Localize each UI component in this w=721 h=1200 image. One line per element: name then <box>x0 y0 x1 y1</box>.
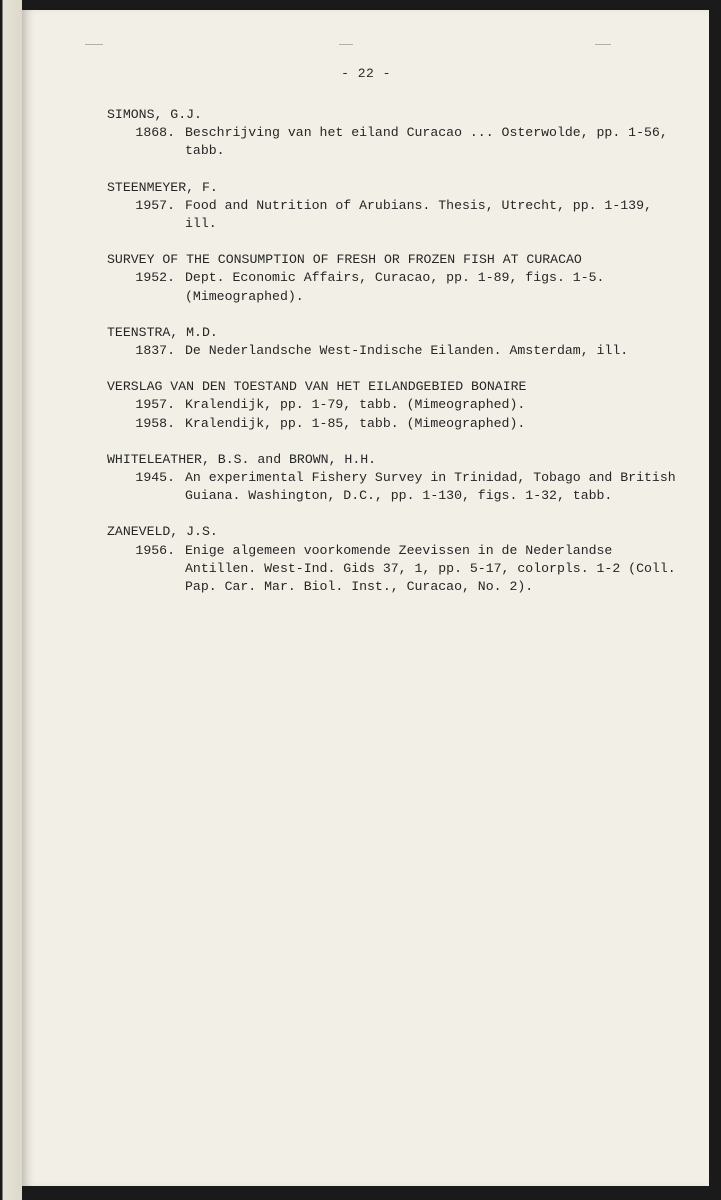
entry-text: Kralendijk, pp. 1-85, tabb. (Mimeographed). <box>185 415 526 431</box>
entry-year: 1868. <box>135 125 175 141</box>
bibliography-list <box>107 106 687 614</box>
entry-author: SURVEY OF THE CONSUMPTION OF FRESH OR FROZEN FISH AT CURACAO <box>107 252 582 268</box>
entry-author: ZANEVELD, J.S. <box>107 524 218 540</box>
entry-reference <box>107 342 687 360</box>
entry-text: An experimental Fishery Survey in Trinidad, Tobago and British Guiana. Washington, D.C., pp. 1-130, figs. 1-32, tabb. <box>185 470 676 504</box>
entry-year: 1837. <box>135 343 175 359</box>
entry-year: 1957. <box>135 197 175 213</box>
bibliography-entry <box>107 106 687 161</box>
entry-text: Dept. Economic Affairs, Curacao, pp. 1-89, figs. 1-5. (Mimeographed). <box>185 270 605 304</box>
entry-text: Beschrijving van het eiland Curacao ... Osterwolde, pp. 1-56, tabb. <box>185 125 668 159</box>
entry-reference <box>107 469 687 505</box>
entry-year: 1952. <box>135 270 175 286</box>
entry-text: Enige algemeen voorkomende Zeevissen in de Nederlandse Antillen. West-Ind. Gids 37, 1, pp. 5-17, colorpls. 1-2 (Coll. Pap. Car. Mar. Biol. Inst., Curacao, No. 2). <box>185 542 676 595</box>
bibliography-entry <box>107 179 687 234</box>
entry-year: 1945. <box>135 470 175 486</box>
entry-author: WHITELEATHER, B.S. and BROWN, H.H. <box>107 451 377 467</box>
page-number: - 22 - <box>341 66 391 81</box>
paper-speck <box>339 44 353 45</box>
entry-text: De Nederlandsche West-Indische Eilanden. Amsterdam, ill. <box>185 343 629 359</box>
page-right-edge <box>708 0 721 1200</box>
bibliography-entry <box>107 251 687 306</box>
paper-speck <box>595 44 611 45</box>
entry-author: TEENSTRA, M.D. <box>107 324 218 340</box>
page-left-edge <box>0 0 22 1200</box>
entry-reference <box>107 124 687 160</box>
entry-reference <box>107 269 687 305</box>
entry-reference <box>107 415 687 433</box>
entry-year: 1956. <box>135 542 175 558</box>
paper-speck <box>85 44 103 45</box>
bibliography-entry <box>107 378 687 433</box>
bibliography-entry <box>107 324 687 360</box>
entry-author: SIMONS, G.J. <box>107 107 202 122</box>
entry-reference <box>107 197 687 233</box>
entry-author: VERSLAG VAN DEN TOESTAND VAN HET EILANDGEBIED BONAIRE <box>107 379 527 395</box>
bibliography-entry <box>107 523 687 596</box>
entry-year: 1958. <box>135 415 175 431</box>
document-page <box>22 10 709 1186</box>
entry-reference <box>107 542 687 597</box>
entry-reference <box>107 396 687 414</box>
entry-author: STEENMEYER, F. <box>107 179 218 195</box>
entry-year: 1957. <box>135 397 175 413</box>
entry-text: Food and Nutrition of Arubians. Thesis, Utrecht, pp. 1-139, ill. <box>185 197 652 232</box>
bibliography-entry <box>107 451 687 506</box>
entry-text: Kralendijk, pp. 1-79, tabb. (Mimeographed). <box>185 397 526 413</box>
